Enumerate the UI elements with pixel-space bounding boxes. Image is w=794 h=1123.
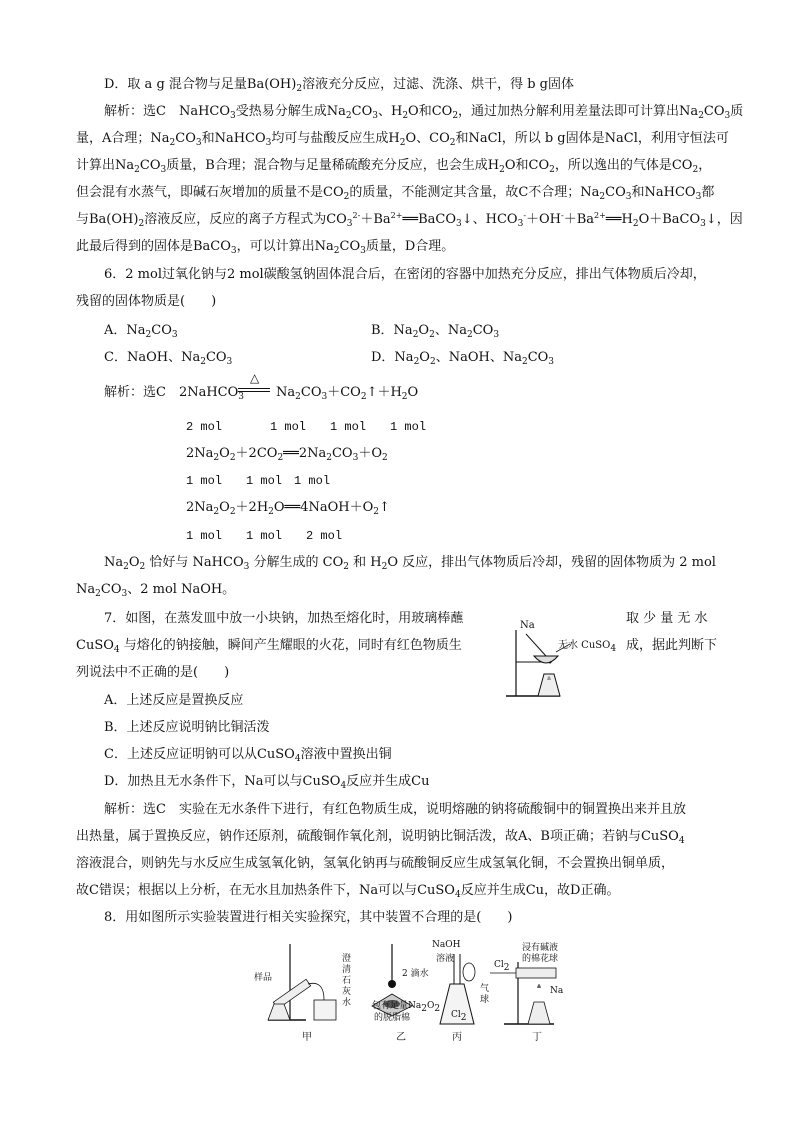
analysis-q7-line1: 解析：选C 实验在无水条件下进行，有红色物质生成，说明熔融的钠将硫酸铜中的铜置换出来并且放: [104, 802, 686, 817]
q8-yi-cotton-2: 的脱脂棉: [374, 1013, 411, 1023]
analysis-q6-eq1-left: 解析：选C 2NaHCO$_3$: [104, 385, 245, 402]
heat-arrow: [238, 372, 272, 400]
question-7-stem-1b: 取 少 量 无 水: [626, 611, 708, 626]
analysis-q7-line3: 溶液混合，则钠先与水反应生成氢氧化钠，氢氧化钠再与硫酸铜反应生成氢氧化铜，不会置换出铜单质，: [76, 856, 675, 871]
q8-ding-na: Na: [550, 986, 564, 996]
question-7-stem-1: 7．如图，在蒸发皿中放一小块钠，加热至熔化时，用玻璃棒蘸: [104, 611, 464, 626]
q8-jia-caption: 甲: [302, 1032, 312, 1043]
analysis-q5-line4: 但会混有水蒸气，即碱石灰增加的质量不是$CO_2$的质量，不能测定其含量，故C不合理；$Na_2CO_3$和NaHCO$_3$都: [76, 185, 715, 202]
question-8-stem: 8．用如图所示实验装置进行相关实验探究，其中装置不合理的是( ): [104, 910, 513, 925]
question-7-stem-2: CuSO$_4$ 与熔化的钠接触，瞬间产生耀眼的火花，同时有红色物质生: [76, 638, 462, 655]
question-6-stem-2: 残留的固体物质是( ): [76, 294, 217, 309]
question-6-stem: 6．2 mol过氧化钠与2 mol碳酸氢钠固体混合后，在密闭的容器中加热充分反应，排出气体物质后冷却，: [104, 267, 706, 282]
option-c-q6: C．NaOH、$Na_2CO_3$: [104, 350, 233, 367]
analysis-q5-line3: 计算出$Na_2CO_3$质量，B合理；混合物与足量稀硫酸充分反应，也会生成$H_2O$和$CO_2$，所以逸出的气体是$CO_2$，: [76, 158, 712, 175]
option-c-q7: C．上述反应证明钠可以从CuSO$_4$溶液中置换出铜: [104, 747, 392, 764]
analysis-q6-eq2: $2Na_2O_2+2CO_2══2Na_2CO_3+O_2$: [186, 446, 388, 463]
option-d-q7: D．加热且无水条件下，Na可以与CuSO$_4$反应并生成Cu: [104, 774, 430, 791]
figure-q8-apparatus: [254, 940, 564, 1042]
q8-yi-caption: 乙: [396, 1032, 406, 1043]
analysis-q6-mol-1: 2 mol 1 mol 1 mol 1 mol: [186, 420, 427, 434]
q7-cuso4-label: 无水 CuSO$_4$: [558, 640, 617, 654]
q7-na-label: Na: [520, 620, 535, 631]
analysis-q7-line4: 故C错误；根据以上分析，在无水且加热条件下，Na可以与CuSO$_4$反应并生成Cu，故D正确。: [76, 883, 620, 900]
question-7-stem-2b: 成，据此判断下: [626, 638, 718, 653]
option-b-q6: B．$Na_2O_2$、$Na_2CO_3$: [371, 323, 500, 340]
q8-jia-limewater: 澄清石灰水: [342, 954, 352, 1008]
analysis-q5-line6: 此最后得到的固体是BaCO$_3$，可以计算出$Na_2CO_3$质量，D合理。: [76, 239, 455, 256]
q8-bing-balloon: 气球: [480, 984, 490, 1005]
q8-ding-cl2: $Cl_2$: [494, 960, 510, 973]
figure-q7-apparatus: [500, 620, 620, 700]
option-a-q7: A．上述反应是置换反应: [104, 693, 244, 708]
analysis-q6-conclusion-2: $Na_2CO_3$、2 mol NaOH。: [76, 582, 236, 599]
option-d-q5: D．取 a g 混合物与足量$Ba(OH)_2$溶液充分反应，过滤、洗涤、烘干，得 b g固体: [104, 77, 574, 94]
analysis-q6-mol-3: 1 mol 1 mol 2 mol: [186, 529, 343, 543]
option-a-q6: A．$Na_2CO_3$: [104, 323, 178, 340]
option-d-q6: D．$Na_2O_2$、NaOH、$Na_2CO_3$: [371, 350, 555, 367]
analysis-q5-line2: 量，A合理；$Na_2CO_3$和NaHCO$_3$均可与盐酸反应生成$H_2O$、$CO_2$和NaCl，所以 b g固体是NaCl，利用守恒法可: [76, 131, 729, 148]
q8-ding-caption: 丁: [532, 1032, 542, 1043]
analysis-q5-line5: 与$Ba(OH)_2$溶液反应，反应的离子方程式为$CO_3^{2-}+Ba^{2+}══BaCO_3↓$、$HCO_3^-+OH^-+Ba^{2+}══H_2O+BaCO_3↓$，因: [76, 211, 743, 229]
q8-yi-cotton: 包有足量$Na_2O_2$: [372, 1001, 441, 1014]
q8-apparatus-drawing: [254, 940, 564, 1042]
q8-ding-soaked: 浸有碱液: [522, 943, 559, 953]
option-b-q7: B．上述反应说明钠比铜活泼: [104, 720, 270, 735]
analysis-q6-eq3: $2Na_2O_2+2H_2O══4NaOH+O_2↑$: [186, 500, 390, 517]
analysis-q7-line2: 出热量，属于置换反应，钠作还原剂，硫酸铜作氧化剂，说明钠比铜活泼，故A、B项正确；若钠与CuSO$_4$: [76, 829, 685, 846]
q8-bing-cl2: $Cl_2$: [451, 1010, 467, 1023]
q8-ding-soaked-2: 的棉花球: [522, 954, 559, 964]
heat-symbol: △: [250, 371, 260, 385]
q8-bing-naoh-2: 溶液: [436, 954, 455, 964]
q8-bing-naoh: NaOH: [432, 940, 461, 950]
analysis-q6-mol-2: 1 mol 1 mol 1 mol: [186, 474, 331, 488]
analysis-q6-conclusion-1: $Na_2O_2$ 恰好与 NaHCO$_3$ 分解生成的 $CO_2$ 和 $H_2O$ 反应，排出气体物质后冷却，残留的固体物质为 2 mol: [104, 555, 716, 572]
q8-bing-caption: 丙: [452, 1032, 462, 1043]
question-7-stem-3: 列说法中不正确的是( ): [76, 665, 230, 680]
q7-apparatus-drawing: [500, 620, 620, 700]
analysis-q5-line1: 解析：选C NaHCO$_3$受热易分解生成$Na_2CO_3$、$H_2O$和$CO_2$，通过加热分解利用差量法即可计算出$Na_2CO_3$质: [104, 104, 744, 121]
q8-yi-water: 2 滴水: [402, 969, 429, 979]
q8-jia-sample: 样品: [254, 973, 273, 983]
analysis-q6-eq1-right: $Na_2CO_3+CO_2↑+H_2O$: [276, 385, 419, 402]
